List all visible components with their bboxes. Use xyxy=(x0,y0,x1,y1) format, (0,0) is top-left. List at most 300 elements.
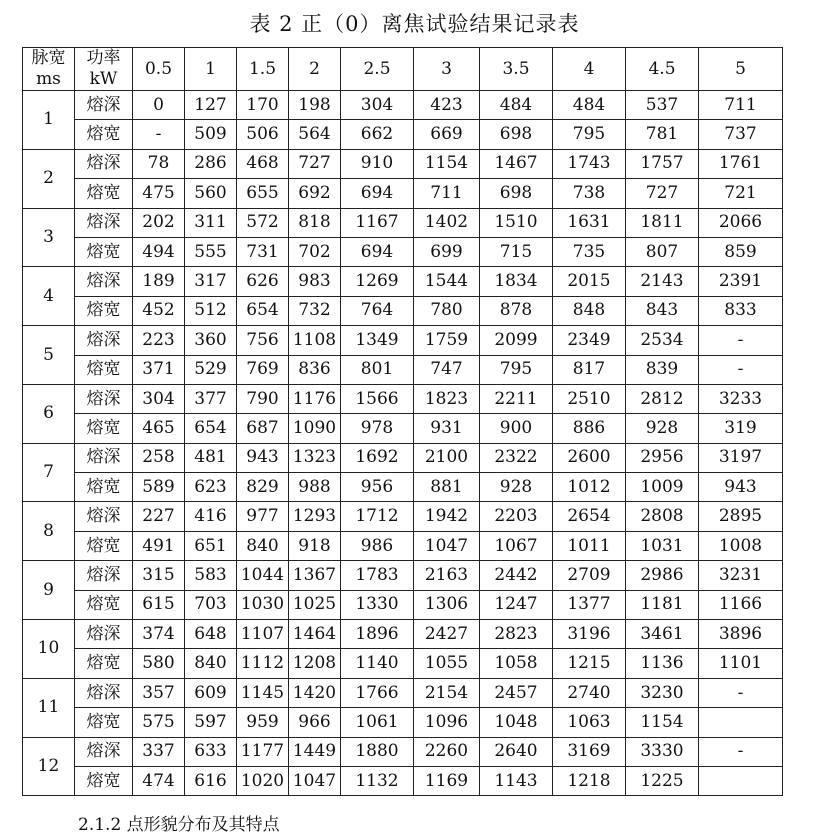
width-value: 795 xyxy=(553,120,626,149)
width-value: 655 xyxy=(237,179,289,208)
depth-value: 2740 xyxy=(553,678,626,707)
depth-row xyxy=(23,678,783,707)
depth-value: 1323 xyxy=(289,443,341,472)
depth-value: 983 xyxy=(289,267,341,296)
width-value: 1008 xyxy=(699,531,783,560)
pulse-width-value: 8 xyxy=(23,502,75,561)
width-value: 1132 xyxy=(341,766,414,795)
depth-row xyxy=(23,561,783,590)
width-value: 833 xyxy=(699,296,783,325)
width-row xyxy=(23,590,783,619)
depth-value: 1880 xyxy=(341,737,414,766)
depth-value: - xyxy=(699,678,783,707)
width-value: 721 xyxy=(699,179,783,208)
depth-value: 2956 xyxy=(626,443,699,472)
width-row xyxy=(23,120,783,149)
depth-value: 2163 xyxy=(414,561,480,590)
depth-value: 304 xyxy=(341,91,414,120)
depth-row xyxy=(23,620,783,649)
width-label: 熔宽 xyxy=(75,179,133,208)
depth-value: 374 xyxy=(133,620,185,649)
depth-value: 790 xyxy=(237,384,289,413)
pulse-width-value: 5 xyxy=(23,326,75,385)
width-row xyxy=(23,237,783,266)
depth-value: 423 xyxy=(414,91,480,120)
depth-value: 2640 xyxy=(480,737,553,766)
pulse-width-value: 9 xyxy=(23,561,75,620)
depth-label: 熔深 xyxy=(75,737,133,766)
width-value: 848 xyxy=(553,296,626,325)
width-value: 687 xyxy=(237,414,289,443)
depth-label: 熔深 xyxy=(75,678,133,707)
depth-value: 1811 xyxy=(626,208,699,237)
width-row xyxy=(23,414,783,443)
width-value: 900 xyxy=(480,414,553,443)
depth-value: 1367 xyxy=(289,561,341,590)
width-value: 986 xyxy=(341,531,414,560)
table-title: 表 2 正（0）离焦试验结果记录表 xyxy=(249,12,580,36)
power-column-header: 3 xyxy=(414,48,480,91)
depth-label: 熔深 xyxy=(75,149,133,178)
depth-value: 1402 xyxy=(414,208,480,237)
depth-value: 2600 xyxy=(553,443,626,472)
depth-value: 2457 xyxy=(480,678,553,707)
width-value: 654 xyxy=(185,414,237,443)
depth-value: 223 xyxy=(133,326,185,355)
pulse-width-unit: ms xyxy=(36,69,61,89)
width-value: 918 xyxy=(289,531,341,560)
width-value: 669 xyxy=(414,120,480,149)
depth-value: 943 xyxy=(237,443,289,472)
power-column-header: 4.5 xyxy=(626,48,699,91)
width-value: 319 xyxy=(699,414,783,443)
depth-value: 2260 xyxy=(414,737,480,766)
power-label: 功率 xyxy=(86,48,121,68)
depth-value: 1107 xyxy=(237,620,289,649)
depth-value: 977 xyxy=(237,502,289,531)
power-column-header: 1.5 xyxy=(237,48,289,91)
width-value: 1031 xyxy=(626,531,699,560)
width-value: 491 xyxy=(133,531,185,560)
width-value: 597 xyxy=(185,708,237,737)
depth-value: 1467 xyxy=(480,149,553,178)
width-value: 780 xyxy=(414,296,480,325)
width-value: 1306 xyxy=(414,590,480,619)
depth-value: 572 xyxy=(237,208,289,237)
width-label: 熔宽 xyxy=(75,708,133,737)
depth-row xyxy=(23,91,783,120)
depth-row xyxy=(23,443,783,472)
width-value: 1012 xyxy=(553,473,626,502)
width-value: 817 xyxy=(553,355,626,384)
width-value: - xyxy=(133,120,185,149)
depth-value: 2100 xyxy=(414,443,480,472)
width-row xyxy=(23,766,783,795)
pulse-width-value: 6 xyxy=(23,384,75,443)
depth-value: 2534 xyxy=(626,326,699,355)
width-value: 371 xyxy=(133,355,185,384)
depth-value: 583 xyxy=(185,561,237,590)
width-value: 506 xyxy=(237,120,289,149)
depth-value: 3233 xyxy=(699,384,783,413)
depth-value: 484 xyxy=(553,91,626,120)
depth-value: 2203 xyxy=(480,502,553,531)
width-value: 1030 xyxy=(237,590,289,619)
power-column-header: 5 xyxy=(699,48,783,91)
width-value: 662 xyxy=(341,120,414,149)
width-value: 1166 xyxy=(699,590,783,619)
depth-value: 311 xyxy=(185,208,237,237)
depth-value: 2895 xyxy=(699,502,783,531)
depth-value: 2154 xyxy=(414,678,480,707)
depth-value: 1631 xyxy=(553,208,626,237)
depth-value: 2442 xyxy=(480,561,553,590)
depth-value: 0 xyxy=(133,91,185,120)
depth-value: 626 xyxy=(237,267,289,296)
depth-value: 198 xyxy=(289,91,341,120)
depth-label: 熔深 xyxy=(75,443,133,472)
width-value: 1009 xyxy=(626,473,699,502)
width-value: 623 xyxy=(185,473,237,502)
width-value: 928 xyxy=(480,473,553,502)
depth-value: 170 xyxy=(237,91,289,120)
depth-value: 3196 xyxy=(553,620,626,649)
depth-value: 2823 xyxy=(480,620,553,649)
depth-value: 2099 xyxy=(480,326,553,355)
width-value: 475 xyxy=(133,179,185,208)
depth-value: 1766 xyxy=(341,678,414,707)
depth-value: 2322 xyxy=(480,443,553,472)
width-row xyxy=(23,531,783,560)
depth-label: 熔深 xyxy=(75,502,133,531)
width-value: 692 xyxy=(289,179,341,208)
depth-row xyxy=(23,384,783,413)
width-value: 698 xyxy=(480,120,553,149)
width-value: 1011 xyxy=(553,531,626,560)
width-value: 1154 xyxy=(626,708,699,737)
width-value: 727 xyxy=(626,179,699,208)
width-label: 熔宽 xyxy=(75,296,133,325)
width-value: 564 xyxy=(289,120,341,149)
pulse-width-value: 3 xyxy=(23,208,75,267)
width-value: 1020 xyxy=(237,766,289,795)
width-value: 839 xyxy=(626,355,699,384)
depth-label: 熔深 xyxy=(75,267,133,296)
depth-value: 609 xyxy=(185,678,237,707)
width-value: 1330 xyxy=(341,590,414,619)
depth-value: 227 xyxy=(133,502,185,531)
width-value: 1215 xyxy=(553,649,626,678)
depth-value: 484 xyxy=(480,91,553,120)
width-value: 702 xyxy=(289,237,341,266)
depth-value: - xyxy=(699,326,783,355)
width-row xyxy=(23,296,783,325)
width-value: 1047 xyxy=(289,766,341,795)
depth-value: 1896 xyxy=(341,620,414,649)
width-value: 529 xyxy=(185,355,237,384)
depth-value: 1420 xyxy=(289,678,341,707)
width-row xyxy=(23,179,783,208)
width-value: 1143 xyxy=(480,766,553,795)
width-value: 555 xyxy=(185,237,237,266)
depth-value: 1712 xyxy=(341,502,414,531)
width-value: 1055 xyxy=(414,649,480,678)
depth-value: 304 xyxy=(133,384,185,413)
width-value: 738 xyxy=(553,179,626,208)
depth-value: 360 xyxy=(185,326,237,355)
width-row xyxy=(23,473,783,502)
pulse-width-value: 2 xyxy=(23,149,75,208)
depth-value: 1757 xyxy=(626,149,699,178)
width-label: 熔宽 xyxy=(75,531,133,560)
power-column-header: 0.5 xyxy=(133,48,185,91)
width-value: 988 xyxy=(289,473,341,502)
width-value: 1218 xyxy=(553,766,626,795)
width-value: 881 xyxy=(414,473,480,502)
depth-label: 熔深 xyxy=(75,208,133,237)
depth-value: 1177 xyxy=(237,737,289,766)
width-value: 731 xyxy=(237,237,289,266)
width-row xyxy=(23,355,783,384)
depth-row xyxy=(23,326,783,355)
width-label: 熔宽 xyxy=(75,766,133,795)
width-value: 878 xyxy=(480,296,553,325)
width-value: 829 xyxy=(237,473,289,502)
depth-value: 1692 xyxy=(341,443,414,472)
depth-value: 2211 xyxy=(480,384,553,413)
width-value: 699 xyxy=(414,237,480,266)
power-unit: kW xyxy=(89,69,118,89)
width-value: 764 xyxy=(341,296,414,325)
depth-value: 1834 xyxy=(480,267,553,296)
width-value: 836 xyxy=(289,355,341,384)
width-label: 熔宽 xyxy=(75,414,133,443)
width-value: 474 xyxy=(133,766,185,795)
power-column-header: 3.5 xyxy=(480,48,553,91)
pulse-width-value: 1 xyxy=(23,91,75,150)
depth-value: 2391 xyxy=(699,267,783,296)
header-row xyxy=(23,48,783,91)
width-label: 熔宽 xyxy=(75,649,133,678)
depth-value: 3169 xyxy=(553,737,626,766)
power-header xyxy=(75,48,133,91)
depth-value: 1464 xyxy=(289,620,341,649)
depth-value: 2510 xyxy=(553,384,626,413)
depth-value: 468 xyxy=(237,149,289,178)
depth-value: 1449 xyxy=(289,737,341,766)
depth-value: 2066 xyxy=(699,208,783,237)
depth-value: 2015 xyxy=(553,267,626,296)
width-value: 694 xyxy=(341,179,414,208)
width-row xyxy=(23,649,783,678)
depth-value: 2654 xyxy=(553,502,626,531)
width-value: 715 xyxy=(480,237,553,266)
width-label: 熔宽 xyxy=(75,237,133,266)
width-value: 840 xyxy=(185,649,237,678)
width-value: 795 xyxy=(480,355,553,384)
depth-value: 357 xyxy=(133,678,185,707)
depth-value: 315 xyxy=(133,561,185,590)
depth-value: 1783 xyxy=(341,561,414,590)
width-value: 1090 xyxy=(289,414,341,443)
width-value: 1096 xyxy=(414,708,480,737)
depth-value: 1145 xyxy=(237,678,289,707)
pulse-width-value: 12 xyxy=(23,737,75,796)
depth-value: 1510 xyxy=(480,208,553,237)
pulse-width-header xyxy=(23,48,75,91)
depth-value: 2427 xyxy=(414,620,480,649)
width-value: 1169 xyxy=(414,766,480,795)
section-heading: 2.1.2 点形貌分布及其特点 xyxy=(78,815,280,835)
pulse-width-value: 11 xyxy=(23,678,75,737)
depth-value: - xyxy=(699,737,783,766)
width-value: 943 xyxy=(699,473,783,502)
width-value: 1047 xyxy=(414,531,480,560)
depth-label: 熔深 xyxy=(75,91,133,120)
width-value: 1225 xyxy=(626,766,699,795)
power-column-header: 2.5 xyxy=(341,48,414,91)
depth-value: 818 xyxy=(289,208,341,237)
pulse-width-label: 脉宽 xyxy=(31,48,66,68)
depth-row xyxy=(23,737,783,766)
width-value: 781 xyxy=(626,120,699,149)
pulse-width-value: 7 xyxy=(23,443,75,502)
width-value: 840 xyxy=(237,531,289,560)
width-row xyxy=(23,708,783,737)
depth-value: 1349 xyxy=(341,326,414,355)
depth-row xyxy=(23,267,783,296)
power-column-header: 1 xyxy=(185,48,237,91)
width-value xyxy=(699,766,783,795)
depth-value: 2812 xyxy=(626,384,699,413)
width-value: 616 xyxy=(185,766,237,795)
width-value: 928 xyxy=(626,414,699,443)
width-value: 575 xyxy=(133,708,185,737)
width-value: 615 xyxy=(133,590,185,619)
width-value: 1377 xyxy=(553,590,626,619)
depth-value: 1566 xyxy=(341,384,414,413)
width-value: 580 xyxy=(133,649,185,678)
width-label: 熔宽 xyxy=(75,473,133,502)
depth-value: 727 xyxy=(289,149,341,178)
depth-value: 633 xyxy=(185,737,237,766)
depth-value: 648 xyxy=(185,620,237,649)
width-value: 698 xyxy=(480,179,553,208)
width-value: 1140 xyxy=(341,649,414,678)
width-value: 1067 xyxy=(480,531,553,560)
width-value: 931 xyxy=(414,414,480,443)
width-value: 1136 xyxy=(626,649,699,678)
width-value: 711 xyxy=(414,179,480,208)
depth-value: 3231 xyxy=(699,561,783,590)
depth-value: 1167 xyxy=(341,208,414,237)
width-value: 807 xyxy=(626,237,699,266)
power-column-header: 2 xyxy=(289,48,341,91)
width-value: 651 xyxy=(185,531,237,560)
depth-value: 3230 xyxy=(626,678,699,707)
width-value: 801 xyxy=(341,355,414,384)
depth-value: 537 xyxy=(626,91,699,120)
depth-value: 189 xyxy=(133,267,185,296)
depth-value: 1154 xyxy=(414,149,480,178)
depth-value: 416 xyxy=(185,502,237,531)
width-value: 654 xyxy=(237,296,289,325)
depth-value: 1544 xyxy=(414,267,480,296)
width-value xyxy=(699,708,783,737)
width-label: 熔宽 xyxy=(75,355,133,384)
width-value: 735 xyxy=(553,237,626,266)
depth-value: 1044 xyxy=(237,561,289,590)
width-value: 703 xyxy=(185,590,237,619)
depth-label: 熔深 xyxy=(75,620,133,649)
depth-value: 1176 xyxy=(289,384,341,413)
depth-value: 756 xyxy=(237,326,289,355)
depth-value: 1823 xyxy=(414,384,480,413)
depth-value: 1293 xyxy=(289,502,341,531)
width-value: 1025 xyxy=(289,590,341,619)
width-value: 589 xyxy=(133,473,185,502)
depth-label: 熔深 xyxy=(75,326,133,355)
depth-value: 3197 xyxy=(699,443,783,472)
width-value: 732 xyxy=(289,296,341,325)
depth-value: 127 xyxy=(185,91,237,120)
depth-row xyxy=(23,149,783,178)
width-value: 737 xyxy=(699,120,783,149)
width-value: 886 xyxy=(553,414,626,443)
width-value: 465 xyxy=(133,414,185,443)
results-table xyxy=(22,47,783,796)
width-value: 1112 xyxy=(237,649,289,678)
depth-label: 熔深 xyxy=(75,561,133,590)
width-value: 1058 xyxy=(480,649,553,678)
width-value: 959 xyxy=(237,708,289,737)
width-value: 747 xyxy=(414,355,480,384)
depth-value: 1942 xyxy=(414,502,480,531)
depth-value: 3461 xyxy=(626,620,699,649)
depth-value: 481 xyxy=(185,443,237,472)
depth-value: 258 xyxy=(133,443,185,472)
width-value: 494 xyxy=(133,237,185,266)
width-value: 1247 xyxy=(480,590,553,619)
width-value: 978 xyxy=(341,414,414,443)
depth-value: 1108 xyxy=(289,326,341,355)
depth-row xyxy=(23,208,783,237)
depth-value: 202 xyxy=(133,208,185,237)
depth-value: 2143 xyxy=(626,267,699,296)
depth-value: 711 xyxy=(699,91,783,120)
width-value: 694 xyxy=(341,237,414,266)
width-value: 509 xyxy=(185,120,237,149)
width-value: 1048 xyxy=(480,708,553,737)
power-column-header: 4 xyxy=(553,48,626,91)
width-value: 452 xyxy=(133,296,185,325)
depth-value: 2709 xyxy=(553,561,626,590)
pulse-width-value: 4 xyxy=(23,267,75,326)
width-value: 1063 xyxy=(553,708,626,737)
depth-value: 78 xyxy=(133,149,185,178)
width-value: 843 xyxy=(626,296,699,325)
depth-value: 3330 xyxy=(626,737,699,766)
depth-row xyxy=(23,502,783,531)
depth-value: 337 xyxy=(133,737,185,766)
depth-label: 熔深 xyxy=(75,384,133,413)
width-value: 1061 xyxy=(341,708,414,737)
width-label: 熔宽 xyxy=(75,590,133,619)
width-value: 1181 xyxy=(626,590,699,619)
depth-value: 286 xyxy=(185,149,237,178)
width-value: 956 xyxy=(341,473,414,502)
width-value: - xyxy=(699,355,783,384)
